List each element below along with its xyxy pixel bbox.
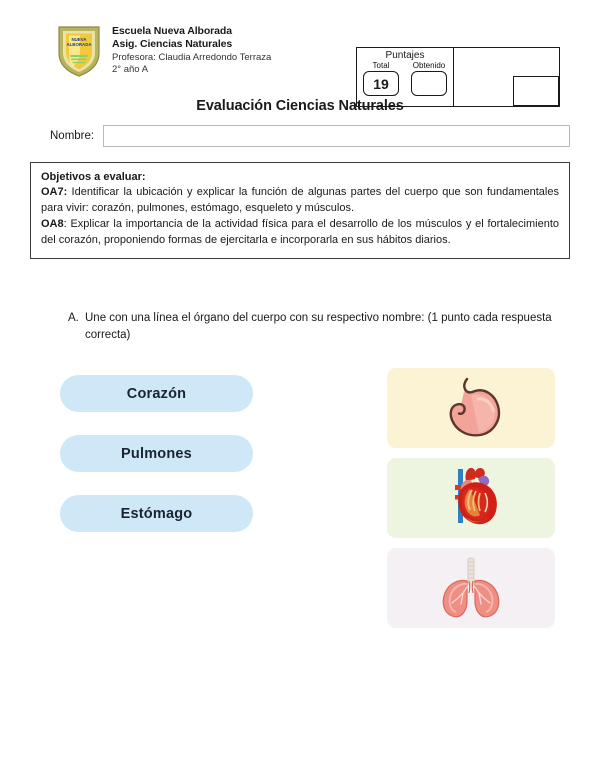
question-a-text: Une con una línea el órgano del cuerpo con su respectivo nombre: (1 punto cada respuesta correcta) (85, 312, 552, 342)
organ-image-cards (387, 368, 555, 638)
school-name: Escuela Nueva Alborada (112, 25, 232, 37)
teacher-name: Profesora: Claudia Arredondo Terraza (112, 51, 272, 63)
heart-icon (430, 461, 512, 535)
objective-oa8-code: OA8 (41, 218, 64, 231)
card-heart[interactable] (387, 458, 555, 538)
objective-oa7-text: Identificar la ubicación y explicar la función de algunas partes del cuerpo que son fundamentales para vivir: corazón, pulmones, estómago, esqueleto y músculos. (41, 186, 559, 214)
score-obtained-value[interactable] (411, 71, 447, 96)
name-label: Nombre: (50, 130, 95, 142)
objective-oa7 (41, 185, 559, 216)
score-title: Puntajes (385, 50, 425, 61)
name-input[interactable] (103, 125, 570, 147)
score-total-column (358, 61, 404, 96)
objective-oa7-code: OA7: (41, 186, 68, 198)
objectives-heading: Objetivos a evaluar: (41, 171, 146, 183)
question-a-letter: A. (68, 312, 79, 324)
page-title: Evaluación Ciencias Naturales (196, 98, 404, 114)
logo-text-bottom: ALBORADA (66, 42, 92, 47)
logo-text-top: NUEVA (71, 37, 87, 42)
school-shield-logo (55, 22, 103, 78)
question-a (68, 310, 568, 345)
card-stomach[interactable] (387, 368, 555, 448)
school-text-block (112, 22, 271, 76)
objectives-box (30, 162, 570, 259)
student-name-row (50, 124, 570, 148)
stomach-icon (423, 373, 519, 443)
score-columns (357, 61, 453, 96)
pill-corazon[interactable]: Corazón (60, 375, 253, 412)
score-total-label: Total (372, 61, 390, 70)
objective-oa8-text: : Explicar la importancia de la actividad física para el desarrollo de los músculos y el fortalecimiento del corazón, proponiendo formas de ejercitarla e incorporarla en sus hábitos diarios. (41, 218, 559, 246)
score-total-value[interactable]: 19 (363, 71, 399, 96)
card-lungs[interactable] (387, 548, 555, 628)
pill-estomago[interactable]: Estómago (60, 495, 253, 532)
school-identity-block (55, 22, 271, 78)
organ-name-pills (60, 375, 255, 555)
objective-oa8 (41, 217, 559, 248)
pill-pulmones[interactable]: Pulmones (60, 435, 253, 472)
grade-level: 2° año A (112, 64, 149, 76)
score-obtained-label: Obtenido (412, 61, 446, 70)
school-subject: Asig. Ciencias Naturales (112, 38, 233, 51)
score-obtained-column (406, 61, 452, 96)
document-header (0, 22, 600, 92)
lungs-icon (423, 553, 519, 623)
